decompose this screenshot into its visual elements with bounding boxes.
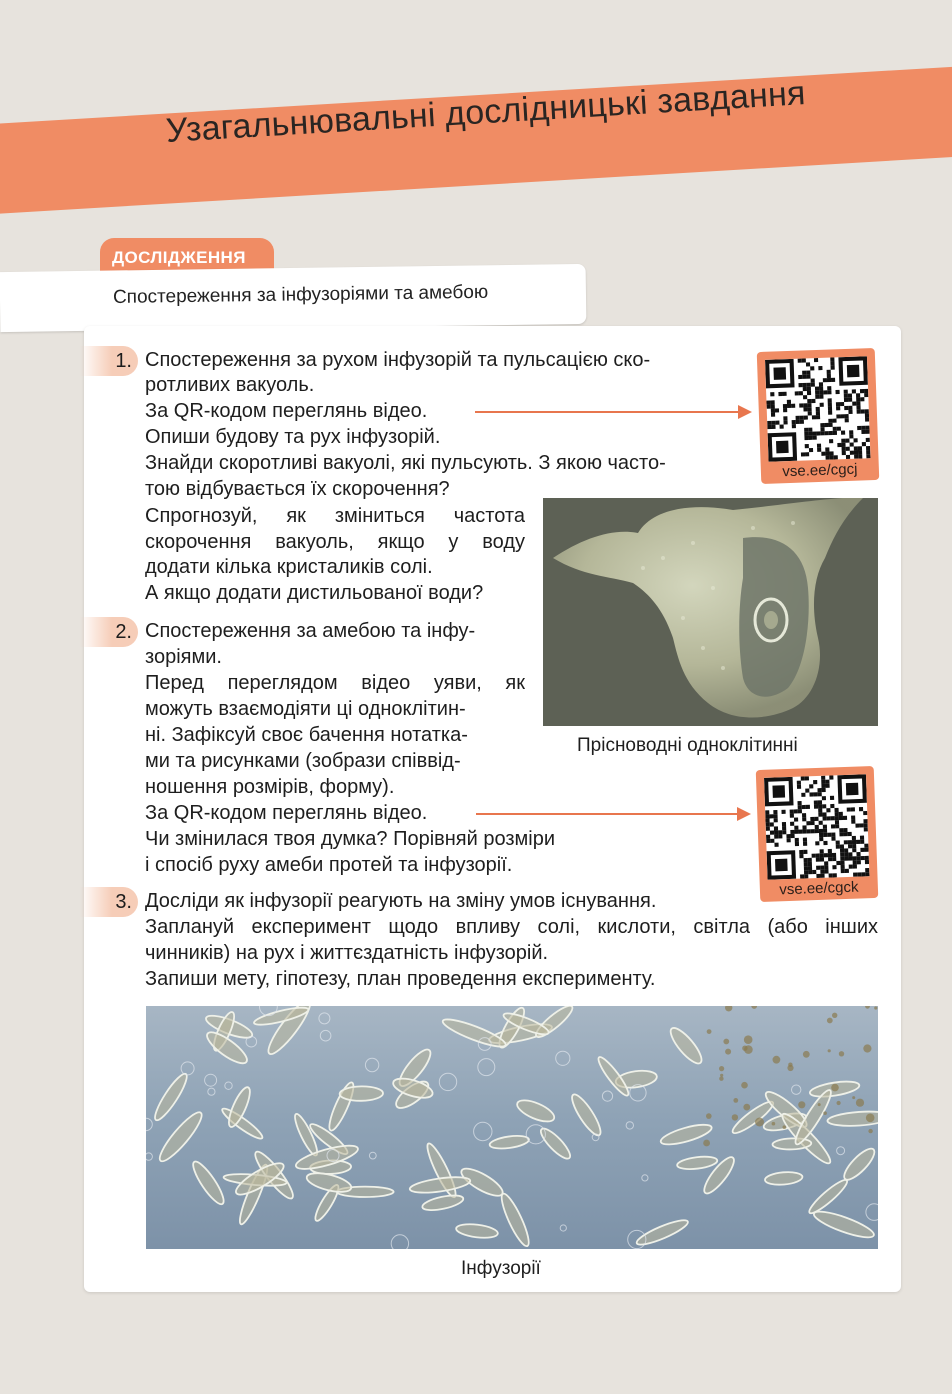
figure-caption-2: Інфузорії <box>461 1258 541 1279</box>
task2-line: можуть взаємодіяти ці одноклітин- <box>145 698 466 720</box>
amoeba-illustration <box>543 498 878 726</box>
task1-line: Спостереження за рухом інфузорій та пульсацією ско- <box>145 349 651 371</box>
task1-line: За QR-кодом переглянь відео. <box>145 400 428 422</box>
task2-line: ми та рисунками (зобрази співвід- <box>145 750 461 772</box>
task1-line: додати кілька кристаликів солі. <box>145 556 433 578</box>
task-number-3: 3. <box>80 887 138 917</box>
qr-code-1[interactable] <box>757 348 880 484</box>
task2-line: ношення розмірів, форму). <box>145 776 395 798</box>
infusoria-illustration <box>146 1006 878 1249</box>
qr-pattern <box>764 774 869 879</box>
page-title: Узагальнювальні дослідницькі завдання <box>164 74 807 150</box>
task1-line: А якщо додати дистильованої води? <box>145 582 484 604</box>
task2-line: і спосіб руху амеби протей та інфузорії. <box>145 854 513 876</box>
task3-line: Заплануй експеримент щодо впливу солі, кислоти, світла (або інших <box>145 916 878 938</box>
task2-line: Спостереження за амебою та інфу- <box>145 620 476 642</box>
task1-line: тою відбувається їх скорочення? <box>145 478 450 500</box>
task3-line: Досліди як інфузорії реагують на зміну умов існування. <box>145 890 657 912</box>
task1-line: Знайди скоротливі вакуолі, які пульсують. З якою часто- <box>145 452 666 474</box>
figure-caption-1: Прісноводні одноклітинні <box>577 735 798 756</box>
task-number-1: 1. <box>80 346 138 376</box>
qr-link-label[interactable]: vse.ee/cgcj <box>782 460 858 481</box>
qr-icon <box>764 774 869 879</box>
qr-icon <box>765 356 870 461</box>
qr-code-2[interactable] <box>756 766 879 902</box>
task2-line: Перед переглядом відео уяви, як <box>145 672 525 694</box>
arrow-to-qr-1 <box>475 411 739 413</box>
task2-line: Чи змінилася твоя думка? Порівняй розміри <box>145 828 556 850</box>
qr-link-label[interactable]: vse.ee/cgck <box>779 878 859 899</box>
header-banner <box>0 64 952 216</box>
qr-pattern <box>765 356 870 461</box>
task-number-2: 2. <box>80 617 138 647</box>
section-subtitle: Спостереження за інфузоріями та амебою <box>112 281 489 308</box>
task1-line: Опиши будову та рух інфузорій. <box>145 426 441 448</box>
arrow-to-qr-2 <box>476 813 738 815</box>
arrow-head-icon <box>738 405 752 419</box>
task3-line: Запиши мету, гіпотезу, план проведення експерименту. <box>145 968 656 990</box>
task2-line: За QR-кодом переглянь відео. <box>145 802 428 824</box>
section-tag-label: ДОСЛІДЖЕННЯ <box>112 248 246 267</box>
task1-line: скорочення вакуоль, якщо у воду <box>145 531 525 553</box>
arrow-head-icon <box>737 807 751 821</box>
task2-line: ні. Зафіксуй своє бачення нотатка- <box>145 724 468 746</box>
task3-line: чинників) на рух і життєздатність інфузорій. <box>145 942 549 964</box>
task1-line: ротливих вакуоль. <box>145 374 315 396</box>
task2-line: зоріями. <box>145 646 222 668</box>
task1-line: Спрогнозуй, як зміниться частота <box>145 505 525 527</box>
photo-infusoria <box>146 1006 878 1249</box>
photo-freshwater-protists <box>543 498 878 726</box>
